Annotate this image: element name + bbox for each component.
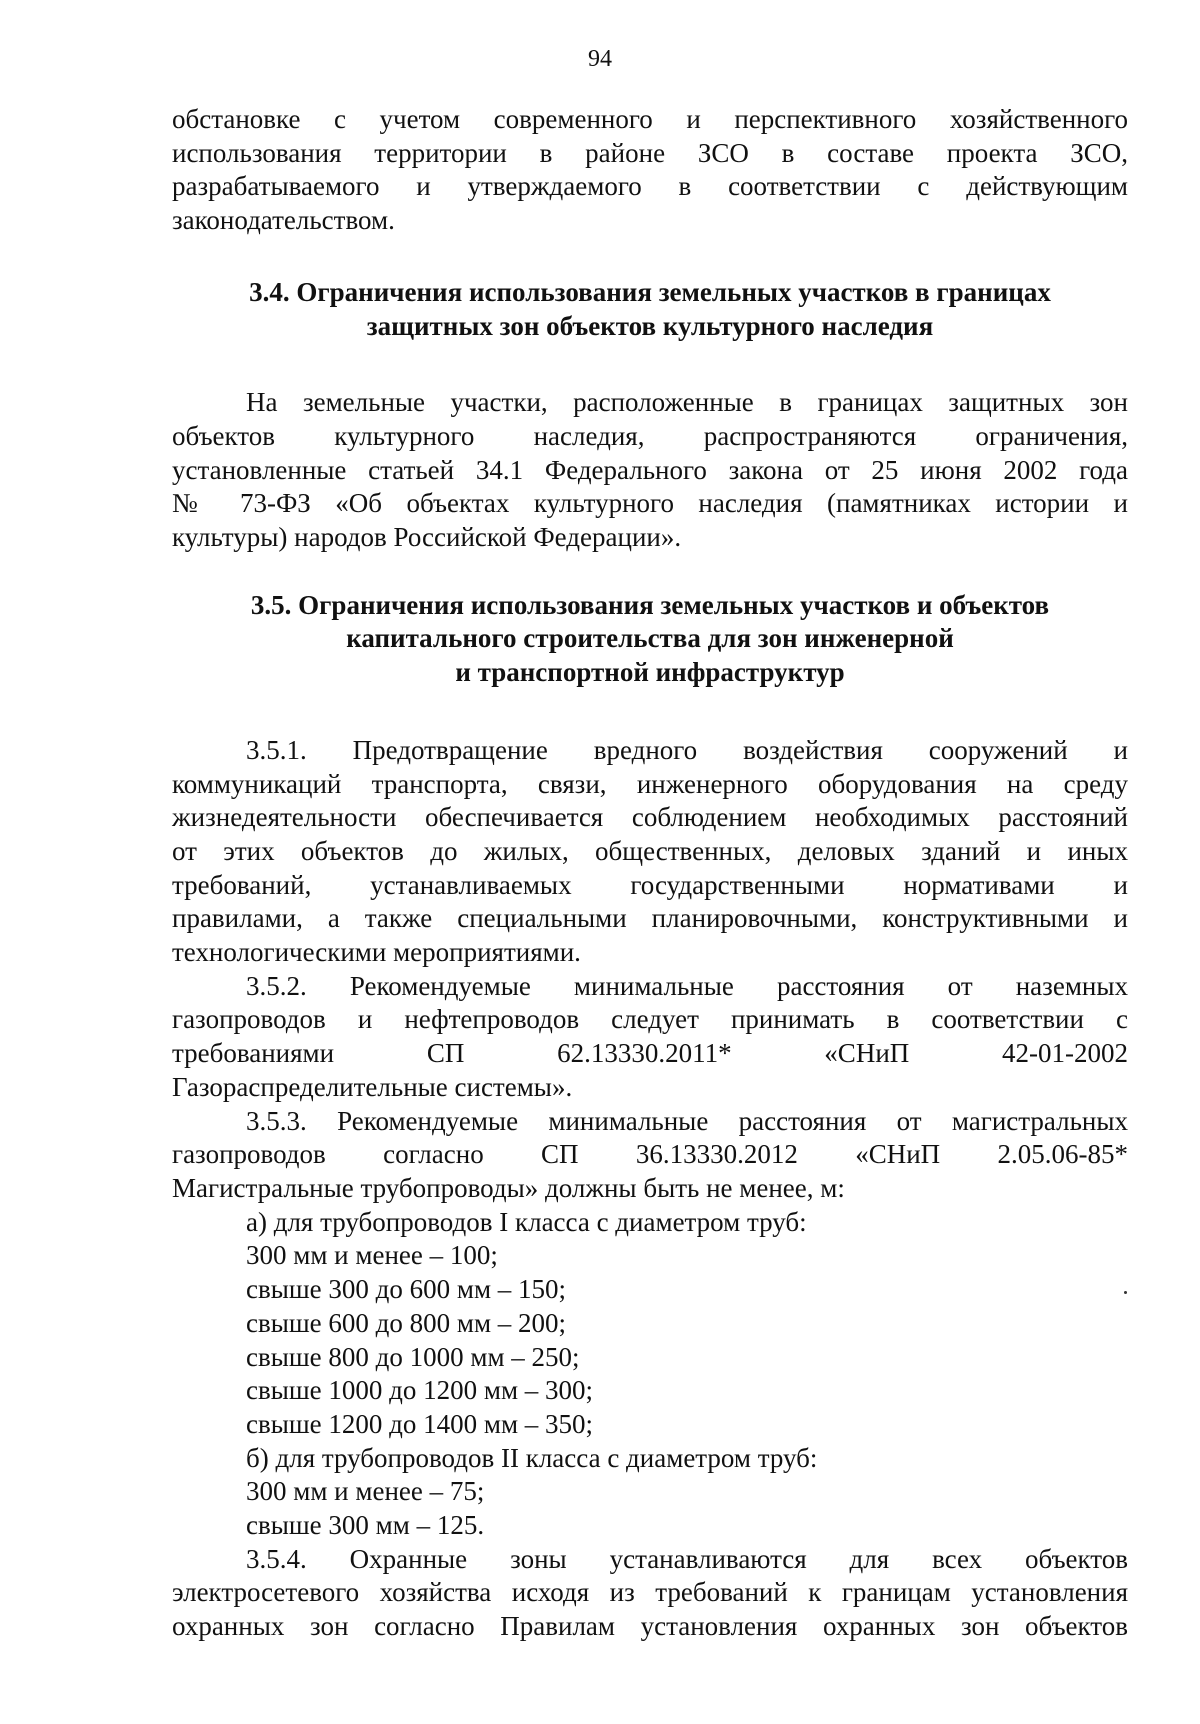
text-line: установленные статьей 34.1 Федерального закона от 25 июня 2002 года xyxy=(172,454,1128,485)
text-line: от этих объектов до жилых, общественных, деловых зданий и иных xyxy=(172,835,1128,866)
paragraph-3-5-2 xyxy=(172,970,1128,1105)
paragraph-3-5-1 xyxy=(172,734,1128,970)
paragraph-3-5-3 xyxy=(172,1105,1128,1206)
list-item: свыше 300 до 600 мм – 150; xyxy=(246,1274,567,1305)
list-item: 300 мм и менее – 75; xyxy=(246,1476,485,1507)
heading-line: капитального строительства для зон инженерной xyxy=(346,623,954,654)
heading-line: 3.4. Ограничения использования земельных участков в границах xyxy=(249,276,1051,307)
text-line: На земельные участки, расположенные в границах защитных зон xyxy=(246,387,1128,418)
paragraph-3-5-4 xyxy=(172,1543,1128,1644)
text-line: коммуникаций транспорта, связи, инженерного оборудования на среду xyxy=(172,768,1128,799)
text-line: разрабатываемого и утверждаемого в соответствии с действующим xyxy=(172,171,1128,202)
list-item: свыше 800 до 1000 мм – 250; xyxy=(246,1341,580,1372)
list-item: свыше 1200 до 1400 мм – 350; xyxy=(246,1408,594,1439)
text-line: 3.5.4. Охранные зоны устанавливаются для всех объектов xyxy=(246,1543,1128,1574)
section-3-5-heading xyxy=(172,589,1128,690)
heading-line: и транспортной инфраструктур xyxy=(455,657,845,688)
text-line: 3.5.2. Рекомендуемые минимальные расстояния от наземных xyxy=(246,970,1128,1001)
section-3-4-heading xyxy=(172,276,1128,343)
text-line: правилами, а также специальными планировочными, конструктивными и xyxy=(172,903,1128,934)
heading-line: 3.5. Ограничения использования земельных участков и объектов xyxy=(250,589,1050,620)
list-item: а) для трубопроводов I класса с диаметром труб: xyxy=(246,1206,807,1237)
text-line: законодательством. xyxy=(172,205,395,236)
text-line: 3.5.1. Предотвращение вредного воздействия сооружений и xyxy=(246,734,1128,765)
page-number: 94 xyxy=(588,46,612,72)
text-line: обстановке с учетом современного и перспективного хозяйственного xyxy=(172,104,1128,134)
text-line: 3.5.3. Рекомендуемые минимальные расстояния от магистральных xyxy=(246,1105,1128,1136)
text-line: газопроводов и нефтепроводов следует принимать в соответствии с xyxy=(172,1004,1128,1035)
scan-speck xyxy=(1124,1291,1127,1294)
section-3-4-paragraph xyxy=(172,386,1128,555)
pipeline-distance-list xyxy=(172,1206,1128,1543)
text-line: требованиями СП 62.13330.2011* «СНиП 42-01-2002 xyxy=(172,1038,1128,1069)
list-item: свыше 300 мм – 125. xyxy=(246,1510,485,1541)
text-line: Магистральные трубопроводы» должны быть не менее, м: xyxy=(172,1172,845,1203)
text-line: Газораспределительные системы». xyxy=(172,1071,573,1102)
text-line: требований, устанавливаемых государственными нормативами и xyxy=(172,869,1128,900)
text-line: объектов культурного наследия, распространяются ограничения, xyxy=(172,420,1128,451)
text-line: электросетевого хозяйства исходя из требований к границам установления xyxy=(172,1577,1128,1608)
text-line: культуры) народов Российской Федерации». xyxy=(172,522,682,553)
text-line: технологическими мероприятиями. xyxy=(172,937,581,968)
text-line: газопроводов согласно СП 36.13330.2012 «СНиП 2.05.06-85* xyxy=(172,1139,1128,1170)
list-item: б) для трубопроводов II класса с диаметром труб: xyxy=(246,1442,818,1473)
text-line: использования территории в районе ЗСО в составе проекта ЗСО, xyxy=(172,137,1128,168)
list-item: свыше 600 до 800 мм – 200; xyxy=(246,1307,567,1338)
page-content xyxy=(172,103,1128,1644)
text-line: № 73-ФЗ «Об объектах культурного наследия (памятниках истории и xyxy=(172,488,1128,519)
list-item: свыше 1000 до 1200 мм – 300; xyxy=(246,1375,594,1406)
list-item: 300 мм и менее – 100; xyxy=(246,1240,498,1271)
heading-line: защитных зон объектов культурного наследия xyxy=(366,310,934,341)
text-line: жизнедеятельности обеспечивается соблюдением необходимых расстояний xyxy=(172,802,1128,833)
intro-paragraph xyxy=(172,103,1128,238)
text-line: охранных зон согласно Правилам установления охранных зон объектов xyxy=(172,1611,1128,1642)
